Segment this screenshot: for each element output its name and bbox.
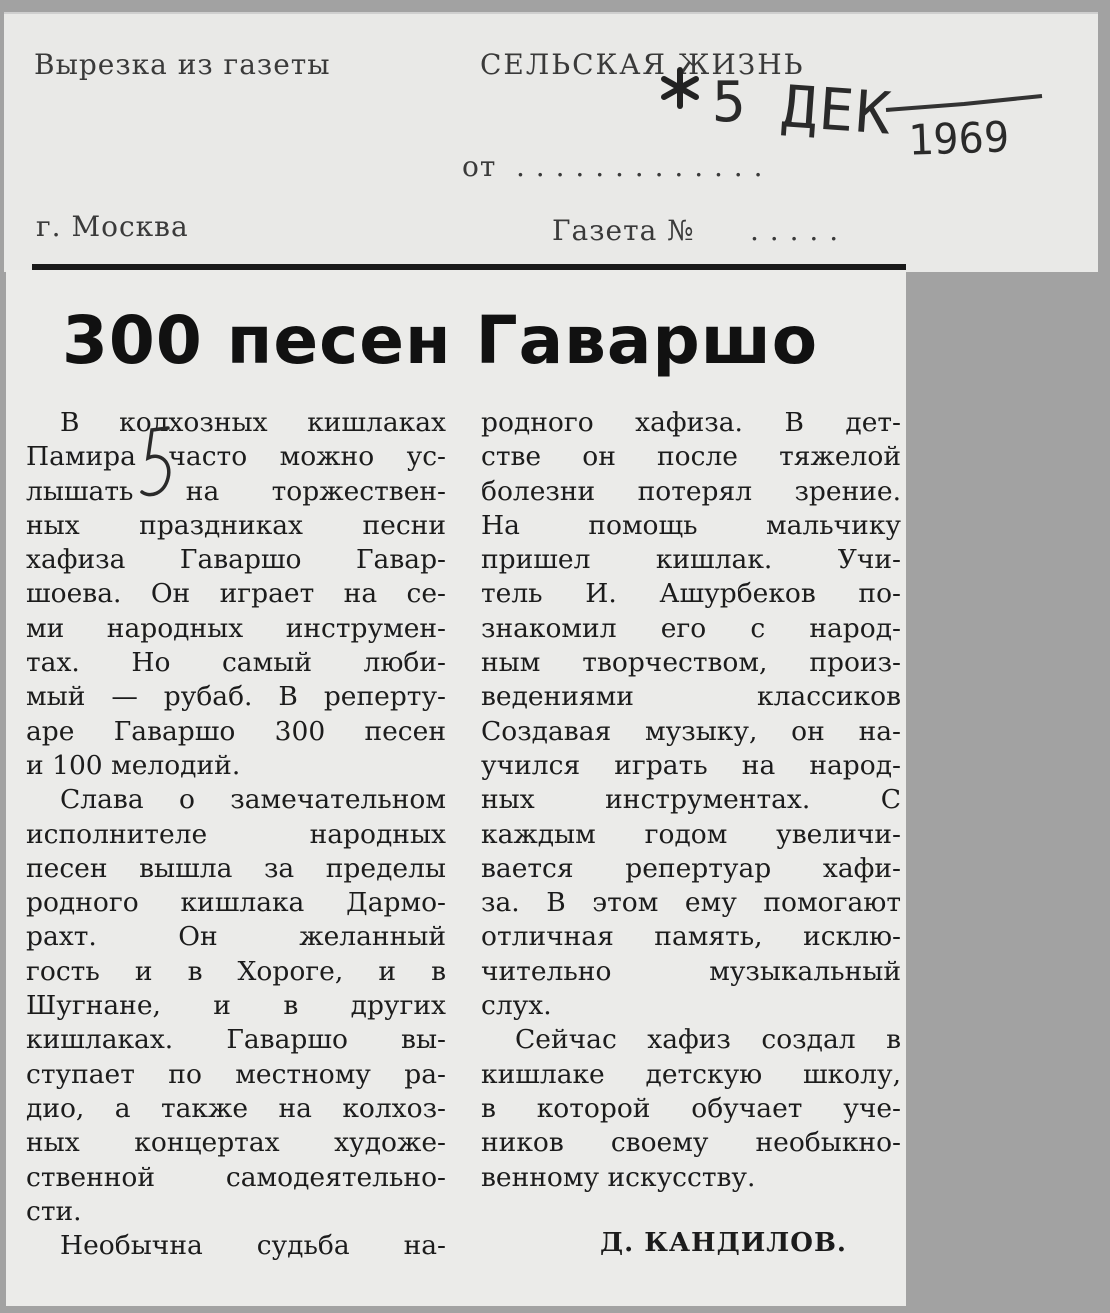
article-line: кишлаке детскую школу, — [481, 1058, 901, 1090]
article-line: вается репертуар хафи- — [481, 852, 901, 884]
issue-dots: . . . . . — [750, 214, 840, 247]
article-line: ных инструментах. С — [481, 784, 901, 816]
article-line: В колхозных кишлаках — [60, 407, 446, 438]
article-line: лышать на торжествен- — [26, 475, 446, 507]
article-line: знакомил его с народ- — [481, 612, 901, 644]
article-line: отличная память, исклю- — [481, 921, 901, 953]
clipping-label: Вырезка из газеты — [34, 48, 331, 81]
article-line: слух. — [481, 990, 552, 1022]
article-line: каждым годом увеличи- — [481, 818, 901, 850]
article-line: чительно музыкальный — [481, 955, 901, 987]
city-label: г. Москва — [36, 210, 189, 243]
newspaper-name: СЕЛЬСКАЯ ЖИЗНЬ — [480, 48, 805, 81]
article-line: ным творчеством, произ- — [481, 647, 901, 679]
article-line: ных концертах художе- — [26, 1127, 446, 1159]
from-label: от — [462, 150, 497, 183]
article-line: мый — рубаб. В реперту- — [26, 681, 446, 713]
article-line: ных праздниках песни — [26, 509, 446, 541]
article-signature: Д. КАНДИЛОВ. — [600, 1228, 847, 1258]
article-line: пришел кишлак. Учи- — [481, 544, 901, 576]
article-line: ников своему необыкно- — [481, 1127, 901, 1159]
article-line: болезни потерял зрение. — [481, 475, 901, 507]
stamp-year: 1969 — [907, 112, 1010, 165]
article-line: Создавая музыку, он на- — [481, 715, 901, 747]
article-line: и 100 мелодий. — [26, 749, 241, 781]
article-line: ственной самодеятельно- — [26, 1161, 446, 1193]
article-line: Сейчас хафиз создал в — [515, 1024, 901, 1056]
article-right-column — [481, 406, 901, 1195]
article-line: венному искусству. — [481, 1161, 756, 1193]
article-line: учился играть на народ- — [481, 749, 901, 781]
article-line: исполнителе народных — [26, 818, 446, 850]
article-line: рахт. Он желанный — [26, 921, 446, 953]
stamp-month: ДЕК — [779, 72, 896, 148]
article-line: Необычна судьба на- — [60, 1230, 446, 1262]
article-line: Памира часто можно ус- — [26, 441, 446, 473]
article-line: Слава о замечательном — [60, 784, 446, 816]
article-headline: 300 песен Гаваршо — [62, 302, 819, 379]
article-line: ведениями классиков — [481, 681, 901, 713]
issue-label: Газета № — [552, 214, 695, 247]
article-line: стве он после тяжелой — [481, 441, 901, 473]
article-line: дио, а также на колхоз- — [26, 1092, 446, 1124]
clipping-header-card — [4, 12, 1098, 272]
article-line: хафиза Гаваршо Гавар- — [26, 544, 446, 576]
article-line: шоева. Он играет на се- — [26, 578, 446, 610]
article-line: песен вышла за пределы — [26, 852, 446, 884]
article-line: в которой обучает уче- — [481, 1092, 901, 1124]
stamp-underline — [884, 90, 1044, 120]
article-line: гость и в Хороге, и в — [26, 955, 446, 987]
from-dots: . . . . . . . . . . . . . — [516, 150, 764, 183]
article-line: родного хафиза. В дет- — [481, 407, 901, 438]
article-line: аре Гаваршо 300 песен — [26, 715, 446, 747]
article-line: тах. Но самый люби- — [26, 647, 446, 679]
article-line: сти. — [26, 1195, 82, 1227]
pencil-mark — [138, 424, 178, 510]
stamp-star-icon — [656, 64, 704, 112]
article-line: ми народных инструмен- — [26, 612, 446, 644]
article-line: ступает по местному ра- — [26, 1058, 446, 1090]
article-left-column — [26, 406, 446, 1263]
stamp-day: 5 — [712, 70, 746, 135]
article-line: Шугнане, и в других — [26, 990, 446, 1022]
article-line: тель И. Ашурбеков по- — [481, 578, 901, 610]
article-line: На помощь мальчику — [481, 509, 901, 541]
article-line: за. В этом ему помогают — [481, 887, 901, 919]
article-line: родного кишлака Дармо- — [26, 887, 446, 919]
article-line: кишлаках. Гаваршо вы- — [26, 1024, 446, 1056]
